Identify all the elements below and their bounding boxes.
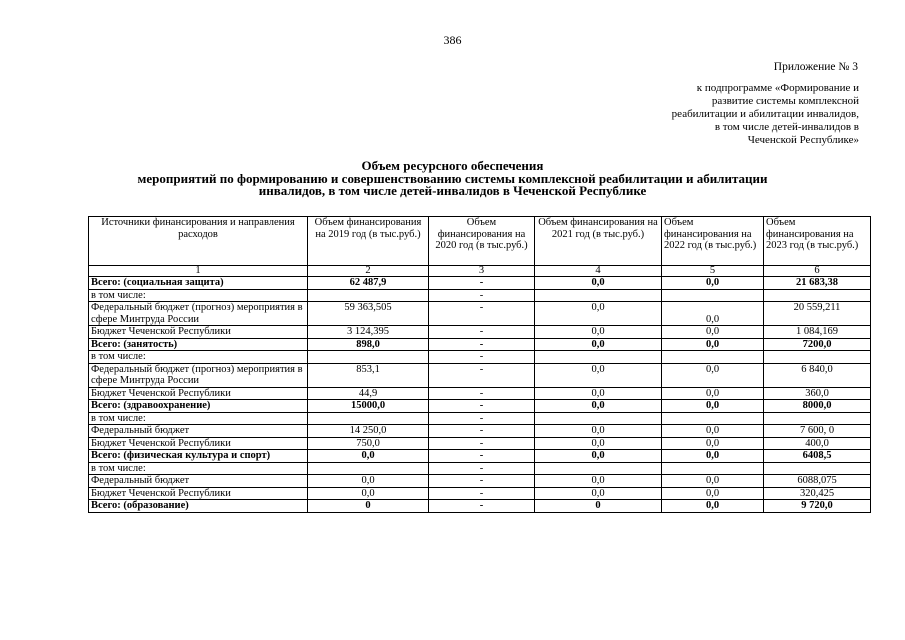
table-row (89, 487, 871, 500)
cell-2020: - (429, 437, 535, 450)
cell-source: Всего: (занятость) (89, 338, 308, 351)
cell-2019: 0,0 (308, 450, 429, 463)
cell-2019: 44,9 (308, 387, 429, 400)
cell-2021: 0,0 (535, 363, 662, 387)
table-row (89, 437, 871, 450)
appendix-note-line: развитие системы комплексной (711, 95, 859, 107)
header-2020: Объем финансирования на 2020 год (в тыс.руб.) (429, 217, 535, 266)
appendix-note-line: в том числе детей-инвалидов в (714, 121, 859, 133)
cell-2022: 0,0 (662, 400, 764, 413)
cell-source: Бюджет Чеченской Республики (89, 487, 308, 500)
title-line: инвалидов, в том числе детей-инвалидов в Чеченской Республике (258, 183, 647, 198)
cell-2021: 0,0 (535, 338, 662, 351)
cell-2023: 7200,0 (764, 338, 871, 351)
cell-source: Всего: (образование) (89, 500, 308, 513)
column-number: 6 (764, 266, 871, 277)
cell-2022: 0,0 (662, 500, 764, 513)
cell-2022: 0,0 (662, 302, 764, 326)
cell-2019: 0 (308, 500, 429, 513)
cell-2020: - (429, 500, 535, 513)
cell-2022: 0,0 (662, 487, 764, 500)
cell-2020: - (429, 425, 535, 438)
header-source: Источники финансирования и направления расходов (89, 217, 308, 266)
cell-2019: 62 487,9 (308, 277, 429, 290)
cell-2019 (308, 289, 429, 302)
cell-2019: 0,0 (308, 487, 429, 500)
cell-2020: - (429, 326, 535, 339)
cell-2021: 0,0 (535, 387, 662, 400)
cell-2023 (764, 351, 871, 364)
cell-2022: 0,0 (662, 277, 764, 290)
cell-2023: 6088,075 (764, 475, 871, 488)
cell-source: Федеральный бюджет (прогноз) мероприятия в сфере Минтруда России (89, 363, 308, 387)
header-2023: Объем финансирования на 2023 год (в тыс.руб.) (764, 217, 871, 266)
cell-2021: 0,0 (535, 326, 662, 339)
cell-source: Федеральный бюджет (прогноз) мероприятия в сфере Минтруда России (89, 302, 308, 326)
table-row (89, 351, 871, 364)
cell-2019: 59 363,505 (308, 302, 429, 326)
cell-2019 (308, 351, 429, 364)
cell-2020: - (429, 450, 535, 463)
cell-source: в том числе: (89, 351, 308, 364)
cell-2022: 0,0 (662, 387, 764, 400)
cell-2021 (535, 289, 662, 302)
table-row (89, 500, 871, 513)
column-number: 4 (535, 266, 662, 277)
column-number: 5 (662, 266, 764, 277)
table-row (89, 387, 871, 400)
cell-source: Федеральный бюджет (89, 425, 308, 438)
cell-2022: 0,0 (662, 326, 764, 339)
appendix-label: Приложение № 3 (773, 61, 858, 73)
cell-2023: 400,0 (764, 437, 871, 450)
cell-2022 (662, 351, 764, 364)
cell-2023: 21 683,38 (764, 277, 871, 290)
cell-2022 (662, 462, 764, 475)
cell-2021: 0,0 (535, 277, 662, 290)
cell-2019: 15000,0 (308, 400, 429, 413)
cell-2019 (308, 462, 429, 475)
cell-2022: 0,0 (662, 425, 764, 438)
cell-2023: 20 559,211 (764, 302, 871, 326)
cell-2020: - (429, 412, 535, 425)
cell-2023: 6 840,0 (764, 363, 871, 387)
cell-2019: 750,0 (308, 437, 429, 450)
cell-2023: 360,0 (764, 387, 871, 400)
cell-2020: - (429, 277, 535, 290)
cell-2023: 8000,0 (764, 400, 871, 413)
cell-2022: 0,0 (662, 475, 764, 488)
title-line: мероприятий по формированию и совершенствованию системы комплексной реабилитации и абилитации (137, 170, 768, 186)
column-number: 3 (429, 266, 535, 277)
table-row (89, 462, 871, 475)
table-row (89, 475, 871, 488)
cell-2022 (662, 412, 764, 425)
cell-source: Всего: (здравоохранение) (89, 400, 308, 413)
cell-2021: 0,0 (535, 437, 662, 450)
table-row (89, 400, 871, 413)
cell-2023 (764, 289, 871, 302)
appendix-note-line: реабилитации и абилитации инвалидов, (671, 108, 859, 120)
cell-2023 (764, 412, 871, 425)
cell-source: Бюджет Чеченской Республики (89, 326, 308, 339)
cell-2019: 0,0 (308, 475, 429, 488)
cell-2020: - (429, 363, 535, 387)
cell-2021: 0,0 (535, 475, 662, 488)
column-number: 2 (308, 266, 429, 277)
table-row (89, 277, 871, 290)
cell-2019: 14 250,0 (308, 425, 429, 438)
cell-2023: 6408,5 (764, 450, 871, 463)
cell-2020: - (429, 462, 535, 475)
cell-source: Федеральный бюджет (89, 475, 308, 488)
appendix-note (599, 82, 859, 147)
cell-2022: 0,0 (662, 338, 764, 351)
cell-source: в том числе: (89, 462, 308, 475)
cell-2019: 898,0 (308, 338, 429, 351)
table-body (89, 277, 871, 513)
header-2022: Объем финансирования на 2022 год (в тыс.руб.) (662, 217, 764, 266)
table-header-row (89, 217, 871, 266)
cell-source: в том числе: (89, 412, 308, 425)
table-row (89, 289, 871, 302)
cell-2019: 3 124,395 (308, 326, 429, 339)
table-row (89, 425, 871, 438)
document-title (0, 160, 905, 198)
cell-2020: - (429, 289, 535, 302)
cell-source: Всего: (физическая культура и спорт) (89, 450, 308, 463)
cell-2020: - (429, 387, 535, 400)
cell-2022: 0,0 (662, 450, 764, 463)
cell-source: Всего: (социальная защита) (89, 277, 308, 290)
cell-2020: - (429, 351, 535, 364)
cell-2021 (535, 462, 662, 475)
cell-2020: - (429, 487, 535, 500)
column-number-row (89, 266, 871, 277)
cell-2023: 1 084,169 (764, 326, 871, 339)
cell-2022 (662, 289, 764, 302)
cell-2023 (764, 462, 871, 475)
cell-2019 (308, 412, 429, 425)
appendix-note-line: к подпрограмме «Формирование и (696, 82, 859, 94)
cell-2023: 320,425 (764, 487, 871, 500)
cell-2019: 853,1 (308, 363, 429, 387)
cell-2021: 0,0 (535, 400, 662, 413)
cell-2021 (535, 351, 662, 364)
header-2021: Объем финансирования на 2021 год (в тыс.руб.) (535, 217, 662, 266)
header-2019: Объем финансирования на 2019 год (в тыс.руб.) (308, 217, 429, 266)
table-row (89, 450, 871, 463)
table-row (89, 326, 871, 339)
cell-2022: 0,0 (662, 437, 764, 450)
cell-2021: 0,0 (535, 450, 662, 463)
table-row (89, 338, 871, 351)
cell-source: Бюджет Чеченской Республики (89, 387, 308, 400)
cell-2020: - (429, 302, 535, 326)
cell-2021: 0,0 (535, 302, 662, 326)
appendix-note-line: Чеченской Республике» (747, 134, 859, 146)
cell-2021: 0,0 (535, 487, 662, 500)
table-row (89, 363, 871, 387)
cell-2020: - (429, 338, 535, 351)
cell-source: в том числе: (89, 289, 308, 302)
table-row (89, 302, 871, 326)
cell-2023: 9 720,0 (764, 500, 871, 513)
cell-2021: 0 (535, 500, 662, 513)
cell-2021 (535, 412, 662, 425)
cell-2022: 0,0 (662, 363, 764, 387)
table-row (89, 412, 871, 425)
cell-2023: 7 600, 0 (764, 425, 871, 438)
funding-table (88, 216, 871, 513)
page-number: 386 (443, 33, 462, 47)
cell-source: Бюджет Чеченской Республики (89, 437, 308, 450)
cell-2020: - (429, 400, 535, 413)
column-number: 1 (89, 266, 308, 277)
title-line: Объем ресурсного обеспечения (361, 158, 544, 173)
cell-2021: 0,0 (535, 425, 662, 438)
cell-2020: - (429, 475, 535, 488)
